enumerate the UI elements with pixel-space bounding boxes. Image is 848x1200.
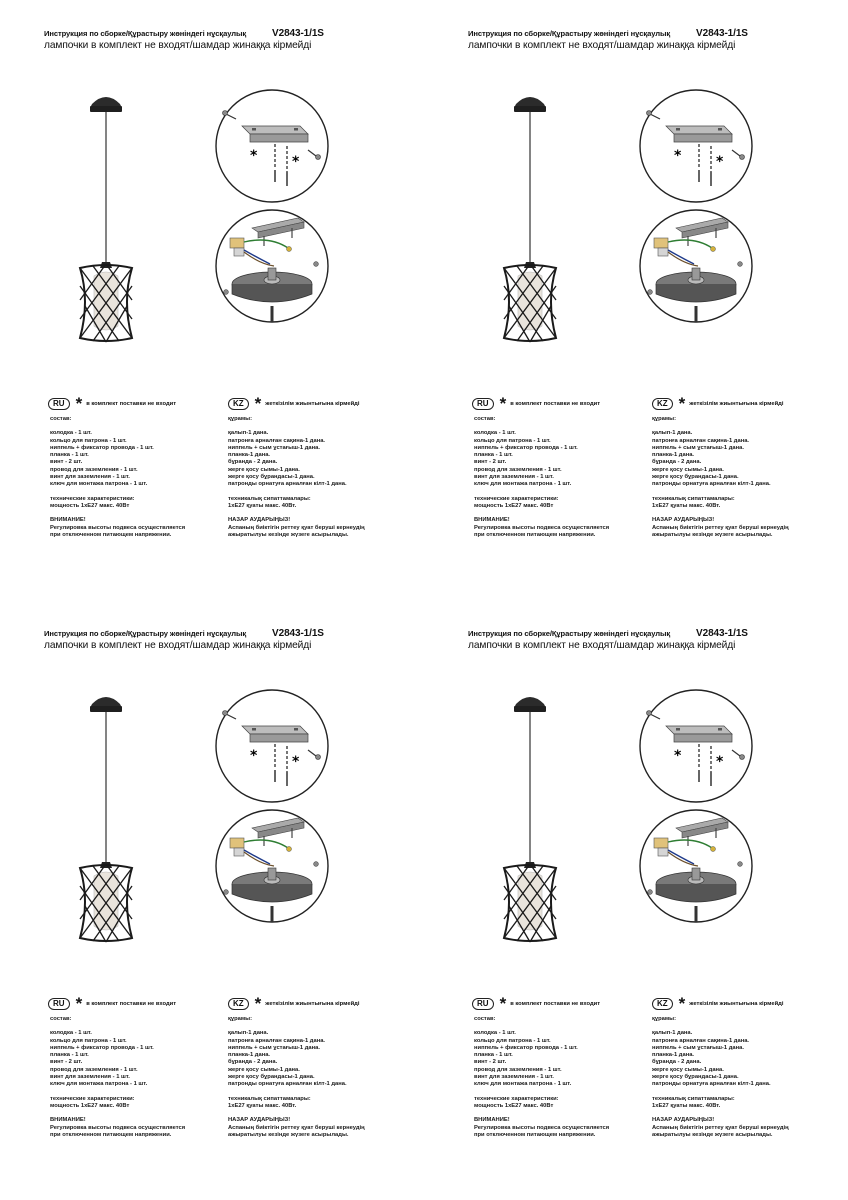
ru-warning-line: Регулировка высоты подвеса осуществляется — [50, 1124, 186, 1131]
ru-note: в комплект поставки не входит — [510, 1000, 601, 1007]
ru-legend — [48, 995, 176, 1011]
ru-warning-heading: ВНИМАНИЕ! — [50, 517, 86, 524]
bracket-mounting-diagram — [636, 86, 756, 206]
list-item: ключ для монтажа патрона - 1 шт. — [50, 481, 148, 488]
list-item: патронға арналған сақина-1 дана. — [228, 437, 326, 444]
ru-spec: мощность 1xE27 макс. 40Вт — [474, 502, 554, 509]
list-item: ниппель + сым ұстағыш-1 дана. — [652, 444, 744, 451]
list-item: ниппель + сым ұстағыш-1 дана. — [228, 1044, 320, 1051]
kz-items — [652, 430, 842, 488]
kz-items — [228, 1030, 418, 1088]
kz-items — [228, 430, 418, 488]
pendant-lamp-illustration — [490, 86, 570, 356]
asterisk-icon: * — [254, 993, 262, 1013]
instruction-sheet — [0, 0, 424, 600]
ru-warning-line: Регулировка высоты подвеса осуществляется — [474, 1124, 610, 1131]
list-item: планка - 1 шт. — [50, 1052, 89, 1059]
list-item: провод для заземления - 1 шт. — [50, 1066, 138, 1073]
list-item: патронға арналған сақина-1 дана. — [228, 1037, 326, 1044]
list-item: планка-1 дана. — [228, 1052, 271, 1059]
kz-column — [228, 416, 418, 539]
pendant-lamp-illustration — [66, 686, 146, 956]
kz-note: жеткізілім жиынтығына кірмейді — [689, 400, 784, 407]
sheet-subtitle: лампочки в комплект не входят/шамдар жинаққа кірмейді — [468, 40, 736, 51]
list-item: колодка - 1 шт. — [50, 1030, 92, 1037]
list-item: планка - 1 шт. — [474, 1052, 513, 1059]
kz-legend — [652, 995, 783, 1011]
asterisk-icon: * — [499, 993, 507, 1013]
wiring-diagram — [212, 806, 332, 926]
list-item: винт - 2 шт. — [474, 1059, 507, 1066]
ru-spec-heading: технические характеристики: — [50, 1095, 135, 1102]
pendant-lamp-illustration — [66, 86, 146, 356]
wiring-diagram — [636, 206, 756, 326]
list-item: жерге қосу сымы-1 дана. — [228, 466, 300, 473]
list-item: кольцо для патрона - 1 шт. — [474, 437, 551, 444]
list-item: колодка - 1 шт. — [474, 1030, 516, 1037]
list-item: патронды орнатуға арналған кілт-1 дана. — [228, 1081, 347, 1088]
list-item: винт для заземления - 1 шт. — [50, 474, 130, 481]
ru-heading: состав: — [50, 1016, 72, 1022]
list-item: ключ для монтажа патрона - 1 шт. — [474, 481, 572, 488]
asterisk-icon: * — [75, 993, 83, 1013]
list-item: жерге қосу сымы-1 дана. — [652, 1066, 724, 1073]
list-item: патронға арналған сақина-1 дана. — [652, 1037, 750, 1044]
instruction-sheet — [424, 600, 848, 1200]
asterisk-icon: * — [678, 393, 686, 413]
sheet-title: Инструкция по сборке/Құрастыру жөніндегі нұсқаулық — [44, 629, 247, 638]
pendant-lamp-illustration — [490, 686, 570, 956]
list-item: провод для заземления - 1 шт. — [474, 466, 562, 473]
ru-warning-line: при отключенном питающем напряжении. — [474, 1131, 596, 1138]
kz-badge: KZ — [228, 398, 249, 410]
ru-warning-heading: ВНИМАНИЕ! — [50, 1117, 86, 1124]
kz-items — [652, 1030, 842, 1088]
sheet-title: Инструкция по сборке/Құрастыру жөніндегі нұсқаулық — [44, 29, 247, 38]
ru-warning-heading: ВНИМАНИЕ! — [474, 517, 510, 524]
ru-spec-heading: технические характеристики: — [474, 1095, 559, 1102]
ru-items — [50, 1030, 240, 1088]
ru-column — [474, 1016, 664, 1139]
list-item: жерге қосу бұрандасы-1 дана. — [228, 474, 315, 481]
list-item: патронды орнатуға арналған кілт-1 дана. — [652, 1081, 771, 1088]
asterisk-icon: * — [254, 393, 262, 413]
kz-warning-heading: НАЗАР АУДАРЫҢЫЗ! — [652, 517, 715, 524]
ru-column — [50, 416, 240, 539]
list-item: бұранда - 2 дана. — [228, 1059, 278, 1066]
bracket-mounting-diagram — [212, 86, 332, 206]
kz-note: жеткізілім жиынтығына кірмейді — [265, 1000, 360, 1007]
model-number: V2843-1/1S — [272, 28, 324, 39]
asterisk-icon: * — [75, 393, 83, 413]
kz-note: жеткізілім жиынтығына кірмейді — [689, 1000, 784, 1007]
asterisk-icon: * — [678, 993, 686, 1013]
sheet-subtitle: лампочки в комплект не входят/шамдар жинаққа кірмейді — [44, 640, 312, 651]
ru-column — [474, 416, 664, 539]
kz-spec-heading: техникалық сипаттамалары: — [228, 495, 311, 502]
list-item: винт - 2 шт. — [50, 459, 83, 466]
kz-spec-heading: техникалық сипаттамалары: — [228, 1095, 311, 1102]
list-item: жерге қосу бұрандасы-1 дана. — [652, 1074, 739, 1081]
wiring-diagram — [636, 806, 756, 926]
kz-heading: құрамы: — [228, 1016, 253, 1022]
ru-badge: RU — [48, 998, 70, 1010]
kz-warning-line: ажыратылуы кезінде жүзеге асырылады. — [228, 531, 349, 538]
ru-badge: RU — [472, 398, 494, 410]
kz-warning-heading: НАЗАР АУДАРЫҢЫЗ! — [652, 1117, 715, 1124]
instruction-sheet — [424, 0, 848, 600]
list-item: қалып-1 дана. — [228, 1030, 269, 1037]
ru-warning-line: Регулировка высоты подвеса осуществляется — [474, 524, 610, 531]
kz-warning-heading: НАЗАР АУДАРЫҢЫЗ! — [228, 1117, 291, 1124]
sheet-subtitle: лампочки в комплект не входят/шамдар жинаққа кірмейді — [468, 640, 736, 651]
kz-warning-line: Аспаның биіктігін реттеу қуат беруші кернеудің — [228, 1124, 365, 1131]
ru-items — [474, 430, 664, 488]
list-item: колодка - 1 шт. — [50, 430, 92, 437]
kz-heading: құрамы: — [652, 1016, 677, 1022]
kz-heading: құрамы: — [228, 416, 253, 422]
ru-warning-line: при отключенном питающем напряжении. — [50, 531, 172, 538]
list-item: бұранда - 2 дана. — [228, 459, 278, 466]
list-item: планка-1 дана. — [652, 1052, 695, 1059]
list-item: ниппель + фиксатор провода - 1 шт. — [50, 1044, 154, 1051]
ru-items — [50, 430, 240, 488]
list-item: ниппель + фиксатор провода - 1 шт. — [50, 444, 154, 451]
kz-legend — [228, 395, 359, 411]
kz-warning-heading: НАЗАР АУДАРЫҢЫЗ! — [228, 517, 291, 524]
list-item: патронды орнатуға арналған кілт-1 дана. — [228, 481, 347, 488]
list-item: ключ для монтажа патрона - 1 шт. — [50, 1081, 148, 1088]
list-item: кольцо для патрона - 1 шт. — [474, 1037, 551, 1044]
list-item: планка-1 дана. — [228, 452, 271, 459]
instruction-sheet — [0, 600, 424, 1200]
kz-column — [652, 1016, 842, 1139]
list-item: ниппель + сым ұстағыш-1 дана. — [652, 1044, 744, 1051]
kz-legend — [228, 995, 359, 1011]
model-number: V2843-1/1S — [696, 628, 748, 639]
ru-heading: состав: — [474, 416, 496, 422]
sheet-title: Инструкция по сборке/Құрастыру жөніндегі нұсқаулық — [468, 29, 671, 38]
ru-note: в комплект поставки не входит — [86, 1000, 177, 1007]
list-item: винт - 2 шт. — [50, 1059, 83, 1066]
list-item: жерге қосу сымы-1 дана. — [652, 466, 724, 473]
list-item: қалып-1 дана. — [652, 1030, 693, 1037]
kz-spec-heading: техникалық сипаттамалары: — [652, 495, 735, 502]
ru-badge: RU — [472, 998, 494, 1010]
list-item: ключ для монтажа патрона - 1 шт. — [474, 1081, 572, 1088]
kz-warning-line: Аспаның биіктігін реттеу қуат беруші кернеудің — [652, 524, 789, 531]
ru-badge: RU — [48, 398, 70, 410]
kz-note: жеткізілім жиынтығына кірмейді — [265, 400, 360, 407]
kz-warning-line: ажыратылуы кезінде жүзеге асырылады. — [652, 1131, 773, 1138]
kz-badge: KZ — [228, 998, 249, 1010]
bracket-mounting-diagram — [212, 686, 332, 806]
ru-warning-line: при отключенном питающем напряжении. — [50, 1131, 172, 1138]
ru-spec-heading: технические характеристики: — [474, 495, 559, 502]
kz-spec: 1xE27 қуаты макс. 40Вт. — [652, 502, 721, 509]
kz-column — [652, 416, 842, 539]
ru-column — [50, 1016, 240, 1139]
list-item: провод для заземления - 1 шт. — [50, 466, 138, 473]
kz-warning-line: Аспаның биіктігін реттеу қуат беруші кернеудің — [652, 1124, 789, 1131]
list-item: жерге қосу бұрандасы-1 дана. — [652, 474, 739, 481]
ru-spec-heading: технические характеристики: — [50, 495, 135, 502]
kz-warning-line: ажыратылуы кезінде жүзеге асырылады. — [652, 531, 773, 538]
list-item: ниппель + фиксатор провода - 1 шт. — [474, 1044, 578, 1051]
kz-warning-line: Аспаның биіктігін реттеу қуат беруші кернеудің — [228, 524, 365, 531]
kz-badge: KZ — [652, 998, 673, 1010]
model-number: V2843-1/1S — [272, 628, 324, 639]
list-item: планка - 1 шт. — [474, 452, 513, 459]
kz-badge: KZ — [652, 398, 673, 410]
kz-legend — [652, 395, 783, 411]
ru-spec: мощность 1xE27 макс. 40Вт — [474, 1102, 554, 1109]
list-item: планка - 1 шт. — [50, 452, 89, 459]
bracket-mounting-diagram — [636, 686, 756, 806]
sheet-subtitle: лампочки в комплект не входят/шамдар жинаққа кірмейді — [44, 40, 312, 51]
ru-legend — [472, 395, 600, 411]
list-item: бұранда - 2 дана. — [652, 459, 702, 466]
list-item: провод для заземления - 1 шт. — [474, 1066, 562, 1073]
ru-legend — [472, 995, 600, 1011]
list-item: винт - 2 шт. — [474, 459, 507, 466]
ru-legend — [48, 395, 176, 411]
kz-spec: 1xE27 қуаты макс. 40Вт. — [228, 1102, 297, 1109]
ru-warning-heading: ВНИМАНИЕ! — [474, 1117, 510, 1124]
list-item: кольцо для патрона - 1 шт. — [50, 1037, 127, 1044]
list-item: кольцо для патрона - 1 шт. — [50, 437, 127, 444]
list-item: бұранда - 2 дана. — [652, 1059, 702, 1066]
asterisk-icon: * — [499, 393, 507, 413]
ru-items — [474, 1030, 664, 1088]
list-item: қалып-1 дана. — [652, 430, 693, 437]
ru-warning-line: при отключенном питающем напряжении. — [474, 531, 596, 538]
ru-spec: мощность 1xE27 макс. 40Вт — [50, 502, 130, 509]
list-item: патронды орнатуға арналған кілт-1 дана. — [652, 481, 771, 488]
ru-spec: мощность 1xE27 макс. 40Вт — [50, 1102, 130, 1109]
model-number: V2843-1/1S — [696, 28, 748, 39]
list-item: винт для заземления - 1 шт. — [50, 1074, 130, 1081]
list-item: винт для заземления - 1 шт. — [474, 1074, 554, 1081]
kz-spec: 1xE27 қуаты макс. 40Вт. — [228, 502, 297, 509]
kz-warning-line: ажыратылуы кезінде жүзеге асырылады. — [228, 1131, 349, 1138]
list-item: ниппель + фиксатор провода - 1 шт. — [474, 444, 578, 451]
kz-spec-heading: техникалық сипаттамалары: — [652, 1095, 735, 1102]
kz-spec: 1xE27 қуаты макс. 40Вт. — [652, 1102, 721, 1109]
ru-note: в комплект поставки не входит — [510, 400, 601, 407]
list-item: винт для заземления - 1 шт. — [474, 474, 554, 481]
ru-heading: состав: — [50, 416, 72, 422]
wiring-diagram — [212, 206, 332, 326]
kz-heading: құрамы: — [652, 416, 677, 422]
list-item: планка-1 дана. — [652, 452, 695, 459]
ru-note: в комплект поставки не входит — [86, 400, 177, 407]
list-item: патронға арналған сақина-1 дана. — [652, 437, 750, 444]
list-item: ниппель + сым ұстағыш-1 дана. — [228, 444, 320, 451]
list-item: жерге қосу бұрандасы-1 дана. — [228, 1074, 315, 1081]
ru-heading: состав: — [474, 1016, 496, 1022]
ru-warning-line: Регулировка высоты подвеса осуществляется — [50, 524, 186, 531]
list-item: жерге қосу сымы-1 дана. — [228, 1066, 300, 1073]
kz-column — [228, 1016, 418, 1139]
list-item: қалып-1 дана. — [228, 430, 269, 437]
sheet-title: Инструкция по сборке/Құрастыру жөніндегі нұсқаулық — [468, 629, 671, 638]
list-item: колодка - 1 шт. — [474, 430, 516, 437]
